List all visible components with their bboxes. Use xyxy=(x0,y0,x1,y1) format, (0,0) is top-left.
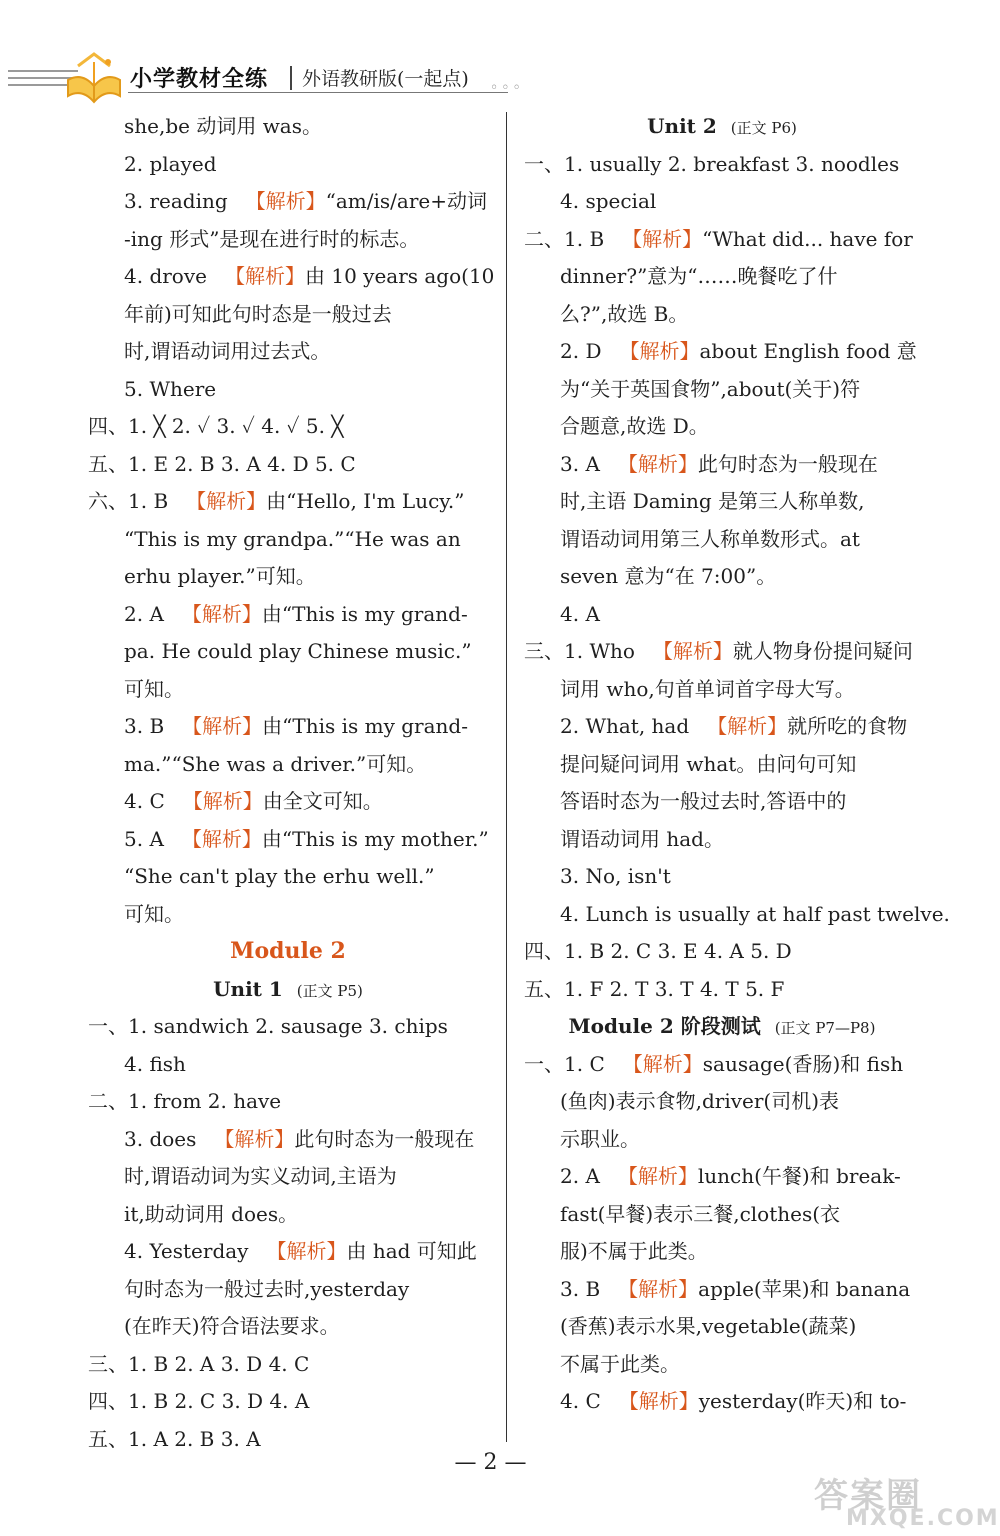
answer-line xyxy=(88,858,488,896)
answer-line xyxy=(524,783,920,821)
watermark-main-text: 答案圈 xyxy=(814,1476,922,1516)
analysis-text: apple(苹果)和 banana xyxy=(698,1276,911,1301)
answer-text: 合题意,故选 D。 xyxy=(560,414,709,438)
header-subtitle: 外语教研版(一起点) xyxy=(302,68,469,90)
answer-line xyxy=(524,858,920,896)
page-reference: (正文 P6) xyxy=(730,119,797,137)
answer-line xyxy=(88,221,488,259)
header-rule xyxy=(128,92,508,93)
answer-line xyxy=(524,746,920,784)
answer-text: 时,谓语动词用过去式。 xyxy=(124,339,331,363)
answer-line xyxy=(524,446,920,484)
answer-line xyxy=(88,783,488,821)
answer-text: it,助动词用 does。 xyxy=(124,1201,299,1226)
analysis-text: 由“Hello, I'm Lucy.” xyxy=(266,489,465,513)
answer-text: 4. Yesterday xyxy=(124,1239,249,1263)
answer-text: she,be 动词用 was。 xyxy=(124,114,322,138)
answer-line xyxy=(524,708,920,746)
left-answer-column xyxy=(88,108,495,1458)
answer-text: 三、1. Who xyxy=(524,639,635,663)
answer-text: “She can't play the erhu well.” xyxy=(124,864,435,888)
answer-text: 为“关于英国食物”,about(关于)符 xyxy=(560,376,861,401)
answer-line xyxy=(88,746,488,784)
answer-line xyxy=(524,221,920,259)
unit-heading xyxy=(524,1008,920,1046)
unit-title: Unit 2 xyxy=(647,114,717,138)
analysis-text: 由 had 可知此 xyxy=(346,1239,477,1263)
page-header xyxy=(0,52,981,112)
unit-heading xyxy=(88,971,488,1009)
answer-line xyxy=(88,108,488,146)
answer-line xyxy=(88,821,488,859)
answer-line xyxy=(524,1271,920,1309)
answer-line xyxy=(524,1346,920,1384)
answer-text: 3. reading xyxy=(124,189,228,213)
answer-line xyxy=(88,1271,488,1309)
answer-line xyxy=(88,1383,488,1421)
answer-line xyxy=(88,1008,488,1046)
unit-title: Unit 1 xyxy=(213,976,283,1001)
analysis-tag: 【解析】 xyxy=(618,1276,699,1301)
analysis-tag: 【解析】 xyxy=(707,714,788,738)
analysis-tag: 【解析】 xyxy=(181,601,262,626)
answer-line xyxy=(88,1346,488,1384)
answer-line xyxy=(524,1308,920,1346)
analysis-text: lunch(午餐)和 break- xyxy=(697,1164,901,1188)
answer-line xyxy=(88,1158,488,1196)
answer-text: 3. A xyxy=(560,451,600,476)
unit-heading xyxy=(524,108,920,146)
answer-line xyxy=(524,183,920,221)
analysis-tag: 【解析】 xyxy=(214,1126,295,1151)
answer-text: 可知。 xyxy=(124,901,184,926)
answer-line xyxy=(524,258,920,296)
header-separator xyxy=(290,66,292,90)
analysis-tag: 【解析】 xyxy=(617,451,698,476)
answer-text: 五、1. A 2. B 3. A xyxy=(88,1426,261,1451)
analysis-text: sausage(香肠)和 fish xyxy=(702,1051,904,1076)
page-reference: (正文 P7—P8) xyxy=(774,1019,876,1037)
answer-text: 4. drove xyxy=(124,264,207,288)
answer-line xyxy=(88,146,488,184)
answer-text: 二、1. B xyxy=(524,226,605,251)
answer-text: dinner?”意为“……晚餐吃了什 xyxy=(560,264,838,288)
watermark-sub-text: MXQE.COM xyxy=(846,1506,1000,1531)
analysis-text: 就所吃的食物 xyxy=(787,714,908,738)
answer-line xyxy=(524,1158,920,1196)
analysis-tag: 【解析】 xyxy=(622,226,703,251)
answer-text: 服)不属于此类。 xyxy=(560,1239,708,1263)
answer-text: 句时态为一般过去时,yesterday xyxy=(124,1276,410,1301)
answer-line xyxy=(524,896,950,934)
answer-line xyxy=(88,558,488,596)
answer-text: 提问疑问词用 what。由问句可知 xyxy=(560,751,857,776)
answer-text: 4. C xyxy=(560,1389,601,1413)
answer-line xyxy=(524,633,920,671)
answer-line xyxy=(524,296,920,334)
analysis-text: “What did... have for xyxy=(702,226,913,251)
analysis-text: 由“This is my grand- xyxy=(261,601,468,626)
answer-text: (在昨天)符合语法要求。 xyxy=(124,1314,340,1338)
answer-text: 4. fish xyxy=(124,1051,186,1076)
answer-line xyxy=(88,521,488,559)
answer-text: 2. What, had xyxy=(560,714,690,738)
answer-text: 2. A xyxy=(560,1164,600,1188)
answer-text: 时,主语 Daming 是第三人称单数, xyxy=(560,489,865,513)
answer-line xyxy=(88,1083,488,1121)
answer-text: 五、1. F 2. T 3. T 4. T 5. F xyxy=(524,976,785,1001)
answer-line xyxy=(88,1121,488,1159)
analysis-text: 由全文可知。 xyxy=(262,789,383,813)
answer-text: 谓语动词用第三人称单数形式。at xyxy=(560,526,860,551)
analysis-text: “am/is/are+动词 xyxy=(325,189,487,213)
answer-text: fast(早餐)表示三餐,clothes(衣 xyxy=(560,1201,841,1226)
answer-line xyxy=(88,633,488,671)
answer-line xyxy=(88,483,488,521)
answer-line xyxy=(524,1383,920,1421)
answer-text: -ing 形式”是现在进行时的标志。 xyxy=(124,226,420,251)
answer-line xyxy=(524,408,920,446)
header-decor-dots: ◦◦◦ xyxy=(490,80,524,96)
analysis-tag: 【解析】 xyxy=(182,714,263,738)
analysis-text: yesterday(昨天)和 to- xyxy=(698,1389,907,1413)
analysis-tag: 【解析】 xyxy=(245,189,326,213)
answer-text: 三、1. B 2. A 3. D 4. C xyxy=(88,1351,310,1376)
answer-line xyxy=(524,1083,920,1121)
answer-line xyxy=(524,971,920,1009)
answer-line xyxy=(524,521,920,559)
answer-text: pa. He could play Chinese music.” xyxy=(124,639,472,663)
answer-text: (鱼肉)表示食物,driver(司机)表 xyxy=(560,1089,840,1113)
answer-text: 不属于此类。 xyxy=(560,1351,680,1376)
answer-text: 年前)可知此句时态是一般过去 xyxy=(124,301,392,326)
open-book-icon xyxy=(64,52,124,104)
answer-text: 一、1. sandwich 2. sausage 3. chips xyxy=(88,1014,448,1038)
header-title: 小学教材全练 xyxy=(130,67,269,92)
answer-text: 二、1. from 2. have xyxy=(88,1089,282,1113)
analysis-text: 就人物身份提问疑问 xyxy=(732,639,913,663)
answer-line xyxy=(88,1233,488,1271)
answer-line xyxy=(88,896,488,934)
answer-line xyxy=(524,371,920,409)
analysis-tag: 【解析】 xyxy=(622,1051,703,1076)
answer-line xyxy=(88,183,488,221)
answer-text: (香蕉)表示水果,vegetable(蔬菜) xyxy=(560,1314,857,1338)
answer-text: 4. C xyxy=(124,789,165,813)
analysis-text: 此句时态为一般现在 xyxy=(294,1126,475,1151)
answer-text: 五、1. E 2. B 3. A 4. D 5. C xyxy=(88,451,356,476)
answer-text: 六、1. B xyxy=(88,489,169,513)
answer-line xyxy=(88,333,488,371)
answer-line xyxy=(88,1046,488,1084)
module-title: Module 2 xyxy=(230,938,346,964)
analysis-tag: 【解析】 xyxy=(224,264,305,288)
answer-line xyxy=(88,596,488,634)
answer-text: 2. played xyxy=(124,151,217,176)
analysis-tag: 【解析】 xyxy=(618,1389,699,1413)
answer-text: 时,谓语动词为实义动词,主语为 xyxy=(124,1164,397,1188)
answer-text: 谓语动词用 had。 xyxy=(560,826,724,851)
answer-line xyxy=(88,1308,488,1346)
answer-line xyxy=(88,1196,488,1234)
answer-line xyxy=(524,671,920,709)
answer-text: 5. A xyxy=(124,826,164,851)
answer-text: 3. No, isn't xyxy=(560,864,671,888)
answer-line xyxy=(524,483,920,521)
answer-text: 四、1. B 2. C 3. E 4. A 5. D xyxy=(524,939,792,963)
page-reference: (正文 P5) xyxy=(296,981,363,1000)
answer-text: 示职业。 xyxy=(560,1126,640,1151)
answer-line xyxy=(88,371,488,409)
answer-line xyxy=(524,333,920,371)
answer-text: 4. Lunch is usually at half past twelve. xyxy=(560,901,950,926)
answer-text: 词用 who,句首单词首字母大写。 xyxy=(560,676,855,701)
answer-line xyxy=(524,933,920,971)
answer-line xyxy=(524,596,920,634)
answer-text: 可知。 xyxy=(124,676,184,701)
watermark-logo xyxy=(806,1468,1000,1532)
answer-line xyxy=(88,258,495,296)
answer-line xyxy=(524,558,920,596)
answer-text: erhu player.”可知。 xyxy=(124,564,316,588)
analysis-tag: 【解析】 xyxy=(266,1239,347,1263)
answer-line xyxy=(88,446,488,484)
answer-line xyxy=(524,1233,920,1271)
analysis-tag: 【解析】 xyxy=(617,1164,698,1188)
answer-text: 一、1. C xyxy=(524,1051,605,1076)
analysis-tag: 【解析】 xyxy=(652,639,733,663)
analysis-text: about English food 意 xyxy=(699,339,917,363)
answer-line xyxy=(88,708,488,746)
answer-text: 3. B xyxy=(560,1276,601,1301)
column-divider xyxy=(506,112,507,1442)
analysis-tag: 【解析】 xyxy=(619,339,700,363)
answer-text: 四、1. B 2. C 3. D 4. A xyxy=(88,1389,310,1413)
answer-text: 3. does xyxy=(124,1126,197,1151)
analysis-tag: 【解析】 xyxy=(186,489,267,513)
analysis-text: 由“This is my mother.” xyxy=(261,826,489,851)
answer-text: ma.”“She was a driver.”可知。 xyxy=(124,751,427,776)
answer-line xyxy=(524,1046,920,1084)
answer-text: 一、1. usually 2. breakfast 3. noodles xyxy=(524,151,900,176)
answer-line xyxy=(88,296,488,334)
answer-text: 么?”,故选 B。 xyxy=(560,301,689,326)
answer-text: seven 意为“在 7:00”。 xyxy=(560,564,777,588)
answer-text: 四、1. ╳ 2. ✓ 3. ✓ 4. ✓ 5. ╳ xyxy=(88,414,344,438)
unit-title: Module 2 阶段测试 xyxy=(568,1014,761,1038)
answer-text: 2. D xyxy=(560,339,602,363)
answer-text: 3. B xyxy=(124,714,165,738)
answer-text: “This is my grandpa.”“He was an xyxy=(124,526,461,551)
answer-line xyxy=(88,671,488,709)
analysis-tag: 【解析】 xyxy=(181,826,262,851)
answer-text: 4. special xyxy=(560,189,657,213)
page-number: — 2 — xyxy=(454,1450,527,1475)
answer-text: 4. A xyxy=(560,601,600,626)
answer-line xyxy=(88,408,488,446)
answer-line xyxy=(524,821,920,859)
answer-line xyxy=(524,1196,920,1234)
analysis-text: 此句时态为一般现在 xyxy=(697,451,878,476)
answer-text: 5. Where xyxy=(124,376,217,401)
analysis-tag: 【解析】 xyxy=(182,789,263,813)
analysis-text: 由 10 years ago(10 xyxy=(304,264,495,288)
right-answer-column xyxy=(524,108,950,1421)
answer-text: 答语时态为一般过去时,答语中的 xyxy=(560,789,847,813)
analysis-text: 由“This is my grand- xyxy=(262,714,468,738)
answer-line xyxy=(524,146,920,184)
module-heading xyxy=(88,933,488,971)
answer-line xyxy=(524,1121,920,1159)
answer-text: 2. A xyxy=(124,601,164,626)
